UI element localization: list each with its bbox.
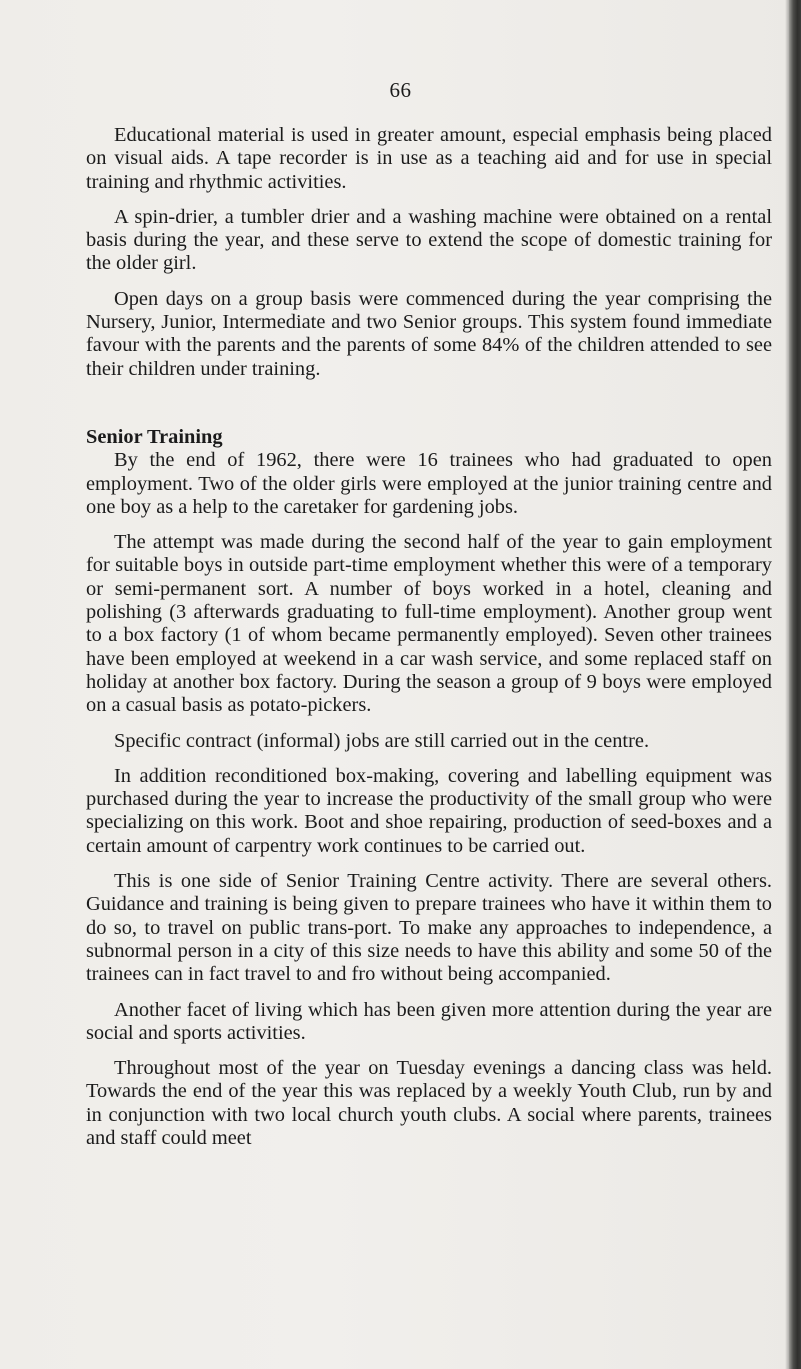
- paragraph: Specific contract (informal) jobs are still carried out in the centre.: [114, 729, 650, 752]
- page-number: 66: [389, 78, 412, 102]
- paragraph: Open days on a group basis were commenced during the year comprising the Nursery, Junior, Intermediate and two Senior groups. This system found immediate favour with the parents and the parents of some 84% of the children attended to see their children under training.: [86, 287, 772, 380]
- body-text: [86, 124, 772, 1150]
- paragraph: Educational material is used in greater amount, especial emphasis being placed on visual aids. A tape recorder is in use as a teaching aid and for use in special training and rhythmic activities.: [86, 124, 772, 193]
- page-edge: [789, 0, 801, 1369]
- paragraph: This is one side of Senior Training Centre activity. There are several others. Guidance and training is being given to prepare trainees who have it within them to do so, to travel on public trans-port. To make any approaches to independence, a subnormal person in a city of this size needs to have this ability and some 50 of the trainees can in fact travel to and fro without being accompanied.: [86, 870, 772, 986]
- paragraph: A spin-drier, a tumbler drier and a washing machine were obtained on a rental basis during the year, and these serve to extend the scope of domestic training for the older girl.: [86, 205, 772, 275]
- paragraph: By the end of 1962, there were 16 trainees who had graduated to open employment. Two of the older girls were employed at the junior training centre and one boy as a help to the caretaker for gardening jobs.: [86, 449, 772, 518]
- section-heading: Senior Training: [86, 425, 223, 448]
- paragraph: The attempt was made during the second half of the year to gain employment for suitable boys in outside part-time employment whether this were of a temporary or semi-permanent sort. A number of boys worked in a hotel, cleaning and polishing (3 afterwards graduating to full-time employment). Another group went to a box factory (1 of whom became permanently employed). Seven other trainees have been employed at weekend in a car wash service, and some replaced staff on holiday at another box factory. During the season a group of 9 boys were employed on a casual basis as potato-pickers.: [86, 531, 772, 717]
- paragraph: In addition reconditioned box-making, covering and labelling equipment was purchased during the year to increase the productivity of the small group who were specializing on this work. Boot and shoe repairing, production of seed-boxes and a certain amount of carpentry work continues to be carried out.: [86, 764, 772, 857]
- paragraph: Another facet of living which has been given more attention during the year are social and sports activities.: [86, 998, 772, 1044]
- paragraph: Throughout most of the year on Tuesday evenings a dancing class was held. Towards the end of the year this was replaced by a weekly Youth Club, run by and in conjunction with two local church youth clubs. A social where parents, trainees and staff could meet: [86, 1057, 772, 1149]
